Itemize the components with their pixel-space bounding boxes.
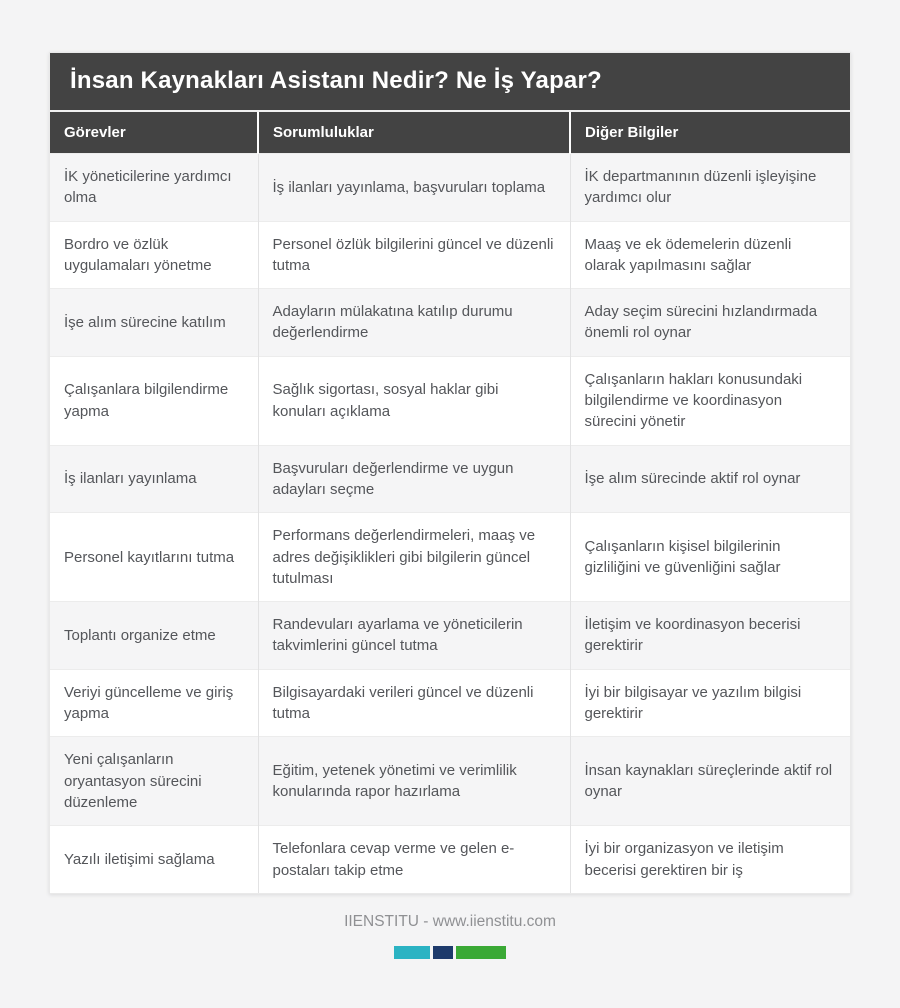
table-row bbox=[50, 513, 850, 602]
table-cell: Sağlık sigortası, sosyal haklar gibi konuları açıklama bbox=[258, 356, 570, 445]
table-cell: Çalışanların kişisel bilgilerinin gizliliğini ve güvenliğini sağlar bbox=[570, 513, 850, 602]
column-header-diger-bilgiler: Diğer Bilgiler bbox=[570, 112, 850, 154]
footer-credit: IIENSTITU - www.iienstitu.com bbox=[344, 912, 556, 930]
table-cell: Randevuları ayarlama ve yöneticilerin takvimlerini güncel tutma bbox=[258, 602, 570, 670]
table-cell: Yeni çalışanların oryantasyon sürecini düzenleme bbox=[50, 737, 258, 826]
table-cell: İyi bir bilgisayar ve yazılım bilgisi gerektirir bbox=[570, 669, 850, 737]
table-cell: Çalışanların hakları konusundaki bilgilendirme ve koordinasyon sürecini yönetir bbox=[570, 356, 850, 445]
logo-segment bbox=[456, 946, 506, 959]
table-header-row bbox=[50, 112, 850, 154]
table-cell: Performans değerlendirmeleri, maaş ve adres değişiklikleri gibi bilgilerin güncel tutulması bbox=[258, 513, 570, 602]
table-cell: Maaş ve ek ödemelerin düzenli olarak yapılmasını sağlar bbox=[570, 221, 850, 289]
column-header-sorumluluklar: Sorumluluklar bbox=[258, 112, 570, 154]
info-table bbox=[50, 112, 850, 893]
column-header-gorevler: Görevler bbox=[50, 112, 258, 154]
table-row bbox=[50, 154, 850, 222]
table-cell: Eğitim, yetenek yönetimi ve verimlilik konularında rapor hazırlama bbox=[258, 737, 570, 826]
table-cell: İK departmanının düzenli işleyişine yardımcı olur bbox=[570, 154, 850, 222]
table-row bbox=[50, 356, 850, 445]
table-row bbox=[50, 445, 850, 513]
logo-segment bbox=[433, 946, 453, 959]
info-table-card bbox=[49, 52, 851, 894]
table-cell: İşe alım sürecine katılım bbox=[50, 289, 258, 357]
table-cell: İK yöneticilerine yardımcı olma bbox=[50, 154, 258, 222]
table-cell: Veriyi güncelleme ve giriş yapma bbox=[50, 669, 258, 737]
table-cell: Personel özlük bilgilerini güncel ve düzenli tutma bbox=[258, 221, 570, 289]
table-cell: Telefonlara cevap verme ve gelen e-postaları takip etme bbox=[258, 826, 570, 893]
table-cell: Adayların mülakatına katılıp durumu değerlendirme bbox=[258, 289, 570, 357]
table-cell: Toplantı organize etme bbox=[50, 602, 258, 670]
table-cell: Bilgisayardaki verileri güncel ve düzenli tutma bbox=[258, 669, 570, 737]
table-cell: Personel kayıtlarını tutma bbox=[50, 513, 258, 602]
table-cell: İş ilanları yayınlama bbox=[50, 445, 258, 513]
table-cell: İletişim ve koordinasyon becerisi gerektirir bbox=[570, 602, 850, 670]
table-row bbox=[50, 602, 850, 670]
logo-segment bbox=[394, 946, 430, 959]
table-cell: İnsan kaynakları süreçlerinde aktif rol oynar bbox=[570, 737, 850, 826]
iienstitu-logo bbox=[0, 946, 900, 959]
table-cell: İyi bir organizasyon ve iletişim becerisi gerektiren bir iş bbox=[570, 826, 850, 893]
table-cell: Bordro ve özlük uygulamaları yönetme bbox=[50, 221, 258, 289]
table-cell: İş ilanları yayınlama, başvuruları toplama bbox=[258, 154, 570, 222]
table-row bbox=[50, 221, 850, 289]
table-row bbox=[50, 737, 850, 826]
table-cell: İşe alım sürecinde aktif rol oynar bbox=[570, 445, 850, 513]
table-row bbox=[50, 669, 850, 737]
table-cell: Başvuruları değerlendirme ve uygun adayları seçme bbox=[258, 445, 570, 513]
table-row bbox=[50, 826, 850, 893]
table-cell: Aday seçim sürecini hızlandırmada önemli rol oynar bbox=[570, 289, 850, 357]
page-title: İnsan Kaynakları Asistanı Nedir? Ne İş Yapar? bbox=[50, 53, 850, 112]
table-cell: Çalışanlara bilgilendirme yapma bbox=[50, 356, 258, 445]
table-cell: Yazılı iletişimi sağlama bbox=[50, 826, 258, 893]
table-row bbox=[50, 289, 850, 357]
